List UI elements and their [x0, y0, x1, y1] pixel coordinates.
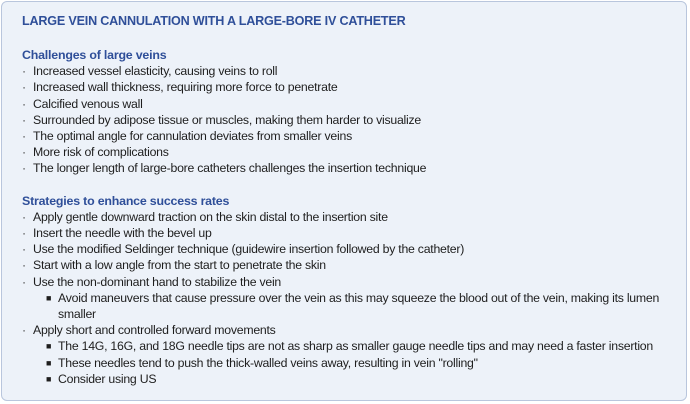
list-item-text: Apply gentle downward traction on the skin distal to the insertion site	[33, 209, 388, 224]
bullet-icon: ·	[22, 226, 26, 241]
sub-list	[33, 338, 672, 387]
sub-list-item	[33, 290, 672, 322]
list-item-text: Increased wall thickness, requiring more force to penetrate	[33, 80, 338, 95]
sub-list-item	[33, 338, 672, 354]
list-item	[22, 96, 672, 112]
list-item	[22, 112, 672, 128]
section-spacer	[22, 177, 672, 193]
list-item	[22, 160, 672, 176]
list-item	[22, 144, 672, 160]
bullet-icon: ·	[22, 274, 26, 289]
bullet-icon: ■	[46, 357, 52, 368]
bullet-icon: ■	[46, 373, 52, 384]
list-item	[22, 274, 672, 323]
challenges-list	[22, 63, 672, 176]
bullet-icon: ·	[22, 161, 26, 176]
sub-list-item-text: These needles tend to push the thick-walled veins away, resulting in vein "rolling"	[58, 355, 478, 370]
list-item	[22, 209, 672, 225]
sub-list-item	[33, 355, 672, 371]
bullet-icon: ■	[46, 292, 52, 303]
sub-list-item-text: Consider using US	[58, 371, 157, 386]
strategies-list	[22, 209, 672, 387]
list-item-text: Calcified venous wall	[33, 96, 143, 111]
list-item	[22, 128, 672, 144]
bullet-icon: ·	[22, 112, 26, 127]
bullet-icon: ·	[22, 129, 26, 144]
list-item-text: Insert the needle with the bevel up	[33, 226, 212, 241]
sub-list-item	[33, 371, 672, 387]
list-item	[22, 225, 672, 241]
list-item-text: Use the non-dominant hand to stabilize the vein	[33, 274, 282, 289]
bullet-icon: ■	[46, 341, 52, 352]
box-title: LARGE VEIN CANNULATION WITH A LARGE-BORE IV CATHETER	[22, 14, 406, 28]
sub-list	[33, 290, 672, 322]
list-item	[22, 257, 672, 273]
list-item	[22, 241, 672, 257]
bullet-icon: ·	[22, 96, 26, 111]
list-item-text: Apply short and controlled forward movements	[33, 323, 276, 338]
bullet-icon: ·	[22, 64, 26, 79]
list-item	[22, 79, 672, 95]
bullet-icon: ·	[22, 209, 26, 224]
challenges-section	[22, 47, 672, 177]
sub-list-item-text: The 14G, 16G, and 18G needle tips are not as sharp as smaller gauge needle tips and may need a faster insertion	[58, 339, 653, 354]
list-item-text: The optimal angle for cannulation deviates from smaller veins	[33, 129, 352, 144]
bullet-icon: ·	[22, 258, 26, 273]
bullet-icon: ·	[22, 145, 26, 160]
bullet-icon: ·	[22, 323, 26, 338]
list-item-text: Use the modified Seldinger technique (guidewire insertion followed by the catheter)	[33, 242, 465, 257]
info-box	[1, 1, 687, 401]
list-item-text: More risk of complications	[33, 145, 169, 160]
challenges-heading: Challenges of large veins	[22, 48, 167, 62]
list-item	[22, 322, 672, 387]
bullet-icon: ·	[22, 80, 26, 95]
list-item	[22, 63, 672, 79]
bullet-icon: ·	[22, 242, 26, 257]
list-item-text: The longer length of large-bore catheters challenges the insertion technique	[33, 161, 427, 176]
list-item-text: Start with a low angle from the start to penetrate the skin	[33, 258, 326, 273]
strategies-section	[22, 193, 672, 387]
list-item-text: Surrounded by adipose tissue or muscles, making them harder to visualize	[33, 112, 422, 127]
list-item-text: Increased vessel elasticity, causing veins to roll	[33, 64, 278, 79]
sub-list-item-text: Avoid maneuvers that cause pressure over the vein as this may squeeze the blood out of the vein, making its lumen smaller	[58, 290, 660, 322]
strategies-heading: Strategies to enhance success rates	[22, 193, 230, 208]
